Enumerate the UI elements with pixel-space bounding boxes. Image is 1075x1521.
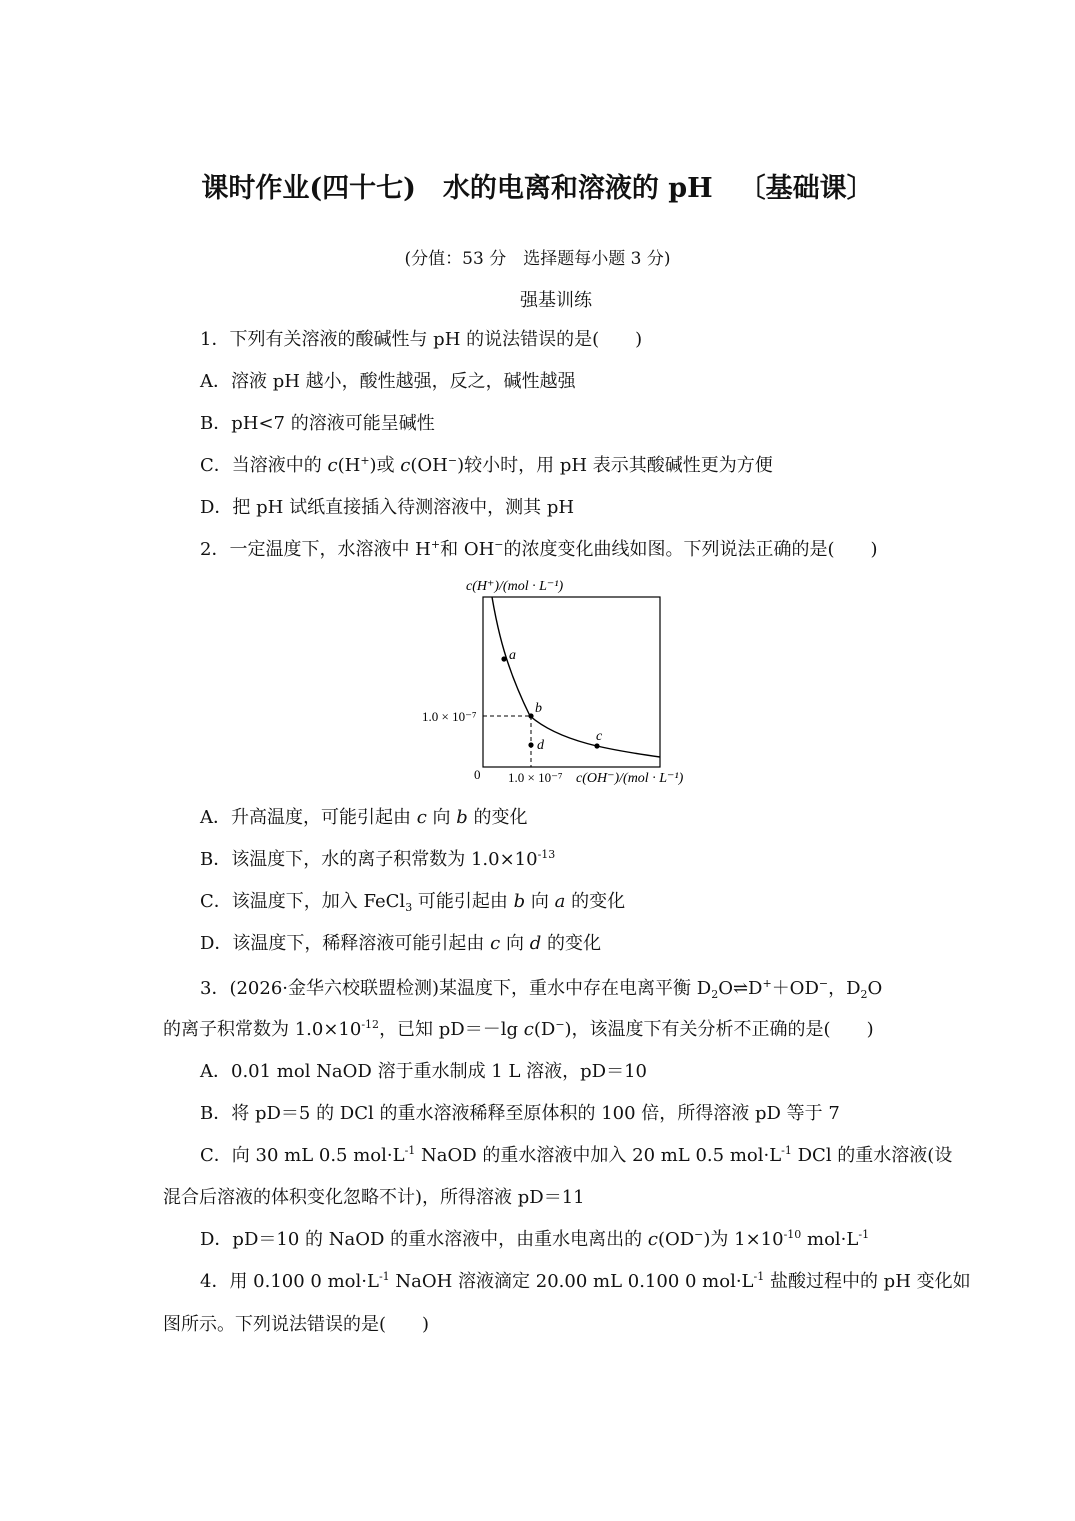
q3-option-a: A．0.01 mol NaOD 溶于重水制成 1 L 溶液，pD＝10 [200, 1061, 648, 1082]
q1-option-c: C．当溶液中的 c(H+)或 c(OH−)较小时，用 pH 表示其酸碱性更为方便 [200, 454, 773, 476]
x-axis-label: c(OH⁻)/(mol · L⁻¹) [576, 771, 684, 786]
q1-option-b: B．pH<7 的溶液可能呈碱性 [200, 413, 435, 434]
q3-option-d: D．pD＝10 的 NaOD 的重水溶液中，由重水电离出的 c(OD−)为 $1\times 10^{-10}$ $mol\cdot L^{-1}$ [200, 1228, 870, 1250]
q2-option-c: C．该温度下，加入 FeCl$_3$ 可能引起由 b 向 a 的变化 [200, 891, 626, 914]
q2-option-d: D．该温度下，稀释溶液可能引起由 c 向 d 的变化 [200, 933, 601, 954]
y-tick-label: 1.0 × 10⁻⁷ [422, 709, 477, 724]
point-c [594, 743, 599, 748]
q3-option-c-line1: C．向 30 mL 0.5 $mol\cdot L^{-1}$ NaOD 的重水溶液中加入 20 mL 0.5 $mol\cdot L^{-1}$ DCl 的重水溶液(设 [200, 1144, 953, 1166]
q2-option-b: B．该温度下，水的离子积常数为 $1.0\times 10^{-13}$ [200, 848, 556, 870]
point-c-label: c [596, 729, 603, 744]
section-heading: 强基训练 [520, 290, 592, 311]
y-axis-label: c(H⁺)/(mol · L⁻¹) [466, 579, 564, 594]
q1-option-d: D．把 pH 试纸直接插入待测溶液中，测其 pH [200, 497, 575, 518]
point-a-label: a [509, 648, 516, 663]
title-tag: 〔基础课〕 [738, 173, 874, 204]
q3-stem-line1: 3．(2026·金华六校联盟检测)某温度下，重水中存在电离平衡 $D_2O\rightleftharpoons D^++OD^-$，$D_2O$ [200, 977, 883, 1001]
q1-option-a: A．溶液 pH 越小，酸性越强，反之，碱性越强 [200, 371, 576, 392]
point-b [528, 713, 533, 718]
origin-label: 0 [474, 767, 481, 782]
q3-option-b: B．将 pD＝5 的 DCl 的重水溶液稀释至原体积的 100 倍，所得溶液 pD 等于 7 [200, 1103, 840, 1124]
title-main: 课时作业(四十七) 水的电离和溶液的 pH [201, 173, 713, 204]
plot-frame [483, 597, 660, 767]
page-title [0, 166, 1075, 205]
q3-stem-line2: 的离子积常数为 $1.0\times 10^{-12}$，已知 pD＝－lg c(D−)，该温度下有关分析不正确的是( ) [163, 1018, 874, 1040]
q2-figure [410, 572, 710, 794]
point-b-label: b [535, 701, 542, 716]
point-a [501, 656, 506, 661]
score-info: (分值：53 分 选择题每小题 3 分) [404, 249, 671, 269]
q2-option-a: A．升高温度，可能引起由 c 向 b 的变化 [200, 807, 528, 828]
q3-option-c-line2: 混合后溶液的体积变化忽略不计)，所得溶液 pD＝11 [163, 1187, 585, 1208]
point-d [528, 742, 533, 747]
q1-stem: 1．下列有关溶液的酸碱性与 pH 的说法错误的是( ) [200, 329, 643, 350]
ion-product-curve [492, 597, 660, 757]
q4-stem-line2: 图所示。下列说法错误的是( ) [163, 1314, 430, 1335]
x-tick-label: 1.0 × 10⁻⁷ [508, 770, 563, 785]
point-d-label: d [537, 738, 544, 753]
ion-product-curve-chart [410, 572, 710, 794]
q2-stem: 2．一定温度下，水溶液中 H+和 OH−的浓度变化曲线如图。下列说法正确的是( ) [200, 538, 878, 560]
q4-stem-line1: 4．用 0.100 0 $mol\cdot L^{-1}$ NaOH 溶液滴定 20.00 mL 0.100 0 $mol\cdot L^{-1}$ 盐酸过程中的 pH 变化如 [200, 1270, 971, 1292]
